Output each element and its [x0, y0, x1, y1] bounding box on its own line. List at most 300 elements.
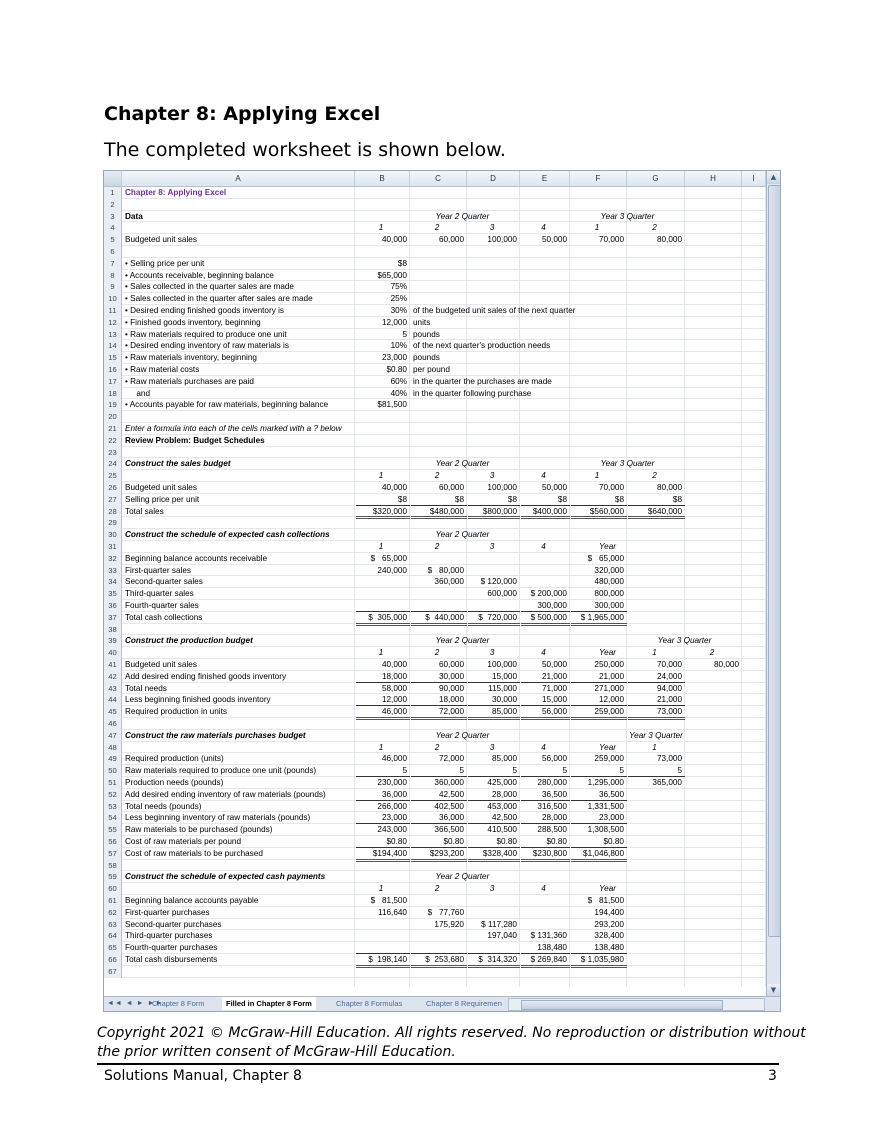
- cell-c56[interactable]: $0.80: [443, 837, 464, 846]
- cell-g40[interactable]: 1: [652, 648, 657, 658]
- cell-f51[interactable]: 1,295,000: [587, 778, 624, 787]
- column-header-h[interactable]: H: [685, 171, 742, 186]
- cell-c53[interactable]: 402,500: [434, 801, 464, 811]
- row-number[interactable]: 10: [104, 293, 122, 305]
- cell-e37[interactable]: $ 500,000: [530, 612, 567, 622]
- row-number[interactable]: 50: [104, 765, 122, 777]
- row-number[interactable]: 1: [104, 187, 122, 199]
- cell-e42[interactable]: 21,000: [541, 671, 567, 681]
- cell-e60[interactable]: 4: [541, 884, 546, 894]
- cell-d27[interactable]: $8: [507, 494, 517, 504]
- cell-g4[interactable]: 2: [652, 223, 657, 233]
- row-number[interactable]: 38: [104, 624, 122, 636]
- cell-e4[interactable]: 4: [541, 223, 546, 233]
- cell-e53[interactable]: 316,500: [537, 801, 567, 811]
- cell-f66[interactable]: $ 1,035,980: [580, 955, 624, 964]
- cell-b57[interactable]: $194,400: [372, 848, 407, 858]
- column-header-a[interactable]: A: [122, 171, 355, 186]
- row-number[interactable]: 64: [104, 930, 122, 942]
- cell-d55[interactable]: 410,500: [487, 825, 517, 835]
- cell-b10[interactable]: 25%: [390, 294, 407, 304]
- cell-f52[interactable]: 36,500: [598, 789, 624, 799]
- row-number[interactable]: 42: [104, 671, 122, 683]
- cell-a65-label[interactable]: Fourth-quarter purchases: [125, 943, 218, 953]
- cell-b49[interactable]: 46,000: [381, 754, 407, 764]
- cell-b62[interactable]: 116,640: [378, 907, 407, 917]
- cell-f40[interactable]: Year: [599, 648, 616, 658]
- cell-b40[interactable]: 1: [378, 648, 384, 658]
- cell-f25[interactable]: 1: [594, 471, 600, 481]
- cell-b19[interactable]: $81,500: [377, 400, 407, 410]
- cell-a54-label[interactable]: Less beginning inventory of raw materials (pounds): [125, 813, 311, 823]
- tab-filled-in-chapter-8-form[interactable]: Filled in Chapter 8 Form: [222, 997, 316, 1010]
- cell-a64-label[interactable]: Third-quarter purchases: [125, 931, 213, 941]
- row-number[interactable]: 30: [104, 529, 122, 541]
- cell-a39-label[interactable]: Construct the production budget: [125, 636, 253, 646]
- cell-a19-label[interactable]: • Accounts payable for raw materials, beginning balance: [125, 400, 329, 410]
- cell-b11[interactable]: 30%: [390, 306, 407, 315]
- row-number[interactable]: 18: [104, 388, 122, 400]
- cell-b37[interactable]: $ 305,000: [368, 612, 407, 622]
- cell-e64[interactable]: $ 131,360: [530, 931, 567, 941]
- cell-d60[interactable]: 3: [489, 884, 495, 894]
- row-number[interactable]: 46: [104, 718, 122, 730]
- cell-c62[interactable]: $ 77,760: [427, 907, 464, 917]
- cell-f32[interactable]: $ 65,000: [587, 553, 624, 563]
- cell-c25[interactable]: 2: [434, 471, 440, 481]
- cell-f54[interactable]: 23,000: [598, 813, 624, 823]
- row-number[interactable]: 15: [104, 352, 122, 364]
- cell-g50[interactable]: 5: [677, 766, 682, 776]
- row-number[interactable]: 29: [104, 517, 122, 529]
- cell-d49[interactable]: 85,000: [491, 754, 517, 764]
- row-number[interactable]: 33: [104, 565, 122, 577]
- row-number[interactable]: 12: [104, 317, 122, 329]
- cell-g27[interactable]: $8: [672, 494, 682, 504]
- cell-e45[interactable]: 56,000: [541, 707, 567, 717]
- cell-b41[interactable]: 40,000: [381, 660, 407, 669]
- cell-d51[interactable]: 425,000: [487, 778, 517, 787]
- row-number[interactable]: 6: [104, 246, 122, 258]
- cell-a59-label[interactable]: Construct the schedule of expected cash payments: [125, 872, 326, 882]
- row-number[interactable]: 62: [104, 907, 122, 919]
- cell-c44[interactable]: 18,000: [438, 695, 464, 705]
- cell-a33-label[interactable]: First-quarter sales: [125, 565, 191, 575]
- tab-chapter-8-formulas[interactable]: Chapter 8 Formulas: [336, 999, 403, 1008]
- column-header-i[interactable]: I: [742, 171, 766, 186]
- row-number[interactable]: 40: [104, 647, 122, 659]
- cell-a62-label[interactable]: First-quarter purchases: [125, 907, 210, 917]
- row-number[interactable]: 48: [104, 742, 122, 754]
- horizontal-scroll-thumb[interactable]: [521, 1000, 723, 1010]
- cell-e49[interactable]: 56,000: [541, 754, 567, 764]
- cell-b25[interactable]: 1: [378, 471, 384, 481]
- row-number[interactable]: 43: [104, 683, 122, 695]
- column-header-g[interactable]: G: [627, 171, 685, 186]
- cell-a21-label[interactable]: Enter a formula into each of the cells marked with a ? below: [125, 424, 342, 433]
- cell-a17-label[interactable]: • Raw materials purchases are paid: [125, 376, 254, 386]
- cell-g41[interactable]: 70,000: [656, 660, 682, 669]
- cell-b56[interactable]: $0.80: [386, 837, 407, 846]
- cell-d48[interactable]: 3: [489, 742, 495, 752]
- cell-b33[interactable]: 240,000: [377, 565, 407, 575]
- cell-c4[interactable]: 2: [434, 223, 440, 233]
- cell-b54[interactable]: 23,000: [381, 813, 407, 823]
- cell-g51[interactable]: 365,000: [652, 778, 682, 787]
- row-number[interactable]: 24: [104, 458, 122, 470]
- cell-a52-label[interactable]: Add desired ending inventory of raw materials (pounds): [125, 789, 326, 799]
- row-number[interactable]: 59: [104, 871, 122, 883]
- row-number[interactable]: 44: [104, 694, 122, 706]
- row-number[interactable]: 51: [104, 777, 122, 789]
- cell-b53[interactable]: 266,000: [377, 801, 407, 811]
- cell-e25[interactable]: 4: [541, 471, 546, 481]
- cell-a49-label[interactable]: Required production (units): [125, 754, 224, 764]
- row-number[interactable]: 61: [104, 895, 122, 907]
- cell-g49[interactable]: 73,000: [656, 754, 682, 764]
- cell-f44[interactable]: 12,000: [598, 695, 624, 705]
- row-number[interactable]: 14: [104, 340, 122, 352]
- cell-a55-label[interactable]: Raw materials to be purchased (pounds): [125, 825, 273, 835]
- cell-g48[interactable]: 1: [652, 742, 657, 752]
- cell-f27[interactable]: $8: [614, 494, 624, 504]
- row-number[interactable]: 32: [104, 553, 122, 565]
- cell-b44[interactable]: 12,000: [381, 695, 407, 705]
- select-all-corner[interactable]: [104, 171, 122, 186]
- cell-d4[interactable]: 3: [489, 223, 495, 233]
- cell-a35-label[interactable]: Third-quarter sales: [125, 589, 194, 599]
- row-number[interactable]: 65: [104, 942, 122, 954]
- column-header-d[interactable]: D: [467, 171, 520, 186]
- cell-b12[interactable]: 12,000: [381, 317, 407, 327]
- row-number[interactable]: 20: [104, 411, 122, 423]
- cell-d54[interactable]: 42,500: [491, 813, 517, 823]
- cell-a18-label[interactable]: and: [125, 388, 151, 398]
- cell-e48[interactable]: 4: [541, 742, 546, 752]
- cell-f65[interactable]: 138,480: [594, 943, 624, 953]
- cell-f28[interactable]: $560,000: [589, 506, 624, 516]
- cell-f56[interactable]: $0.80: [603, 837, 624, 846]
- cell-c27[interactable]: $8: [454, 494, 464, 504]
- row-number[interactable]: 41: [104, 659, 122, 671]
- horizontal-scrollbar[interactable]: [508, 998, 765, 1011]
- cell-g26[interactable]: 80,000: [656, 483, 682, 492]
- cell-e36[interactable]: 300,000: [537, 601, 567, 610]
- cell-b27[interactable]: $8: [397, 494, 407, 504]
- tab-chapter-8-requirements[interactable]: Chapter 8 Requiremen: [426, 999, 502, 1008]
- cell-a57-label[interactable]: Cost of raw materials to be purchased: [125, 848, 263, 858]
- cell-f57[interactable]: $1,046,800: [583, 848, 624, 858]
- cell-a7-label[interactable]: • Selling price per unit: [125, 258, 205, 268]
- row-number[interactable]: 22: [104, 435, 122, 447]
- cell-d31[interactable]: 3: [489, 542, 495, 551]
- row-number[interactable]: 31: [104, 541, 122, 553]
- cell-c26[interactable]: 60,000: [438, 483, 464, 492]
- cell-f31[interactable]: Year: [599, 542, 616, 551]
- vertical-scrollbar[interactable]: [766, 171, 780, 997]
- row-number[interactable]: 66: [104, 954, 122, 966]
- cell-a66-label[interactable]: Total cash disbursements: [125, 955, 218, 964]
- cell-e27[interactable]: $8: [557, 494, 567, 504]
- cell-d63[interactable]: $ 117,280: [481, 919, 517, 929]
- cell-b50[interactable]: 5: [402, 766, 407, 776]
- cell-a36-label[interactable]: Fourth-quarter sales: [125, 601, 199, 610]
- cell-f50[interactable]: 5: [619, 766, 624, 776]
- cell-f55[interactable]: 1,308,500: [587, 825, 624, 835]
- cell-a56-label[interactable]: Cost of raw materials per pound: [125, 837, 242, 846]
- cell-a47-label[interactable]: Construct the raw materials purchases budget: [125, 730, 306, 740]
- row-number[interactable]: 55: [104, 824, 122, 836]
- cell-c55[interactable]: 366,500: [434, 825, 464, 835]
- cell-f34[interactable]: 480,000: [594, 577, 624, 587]
- cell-f43[interactable]: 271,000: [594, 683, 624, 693]
- cell-d66[interactable]: $ 314,320: [478, 955, 517, 964]
- cell-c52[interactable]: 42,500: [438, 789, 464, 799]
- cell-a1-label[interactable]: Chapter 8: Applying Excel: [125, 188, 227, 197]
- cell-d64[interactable]: 197,040: [487, 931, 517, 941]
- cell-d53[interactable]: 453,000: [487, 801, 517, 811]
- cell-a63-label[interactable]: Second-quarter purchases: [125, 919, 222, 929]
- cell-g44[interactable]: 21,000: [656, 695, 682, 705]
- row-number[interactable]: 28: [104, 506, 122, 518]
- cell-a8-label[interactable]: • Accounts receivable, beginning balance: [125, 270, 274, 280]
- cell-c42[interactable]: 30,000: [438, 671, 464, 681]
- cell-a51-label[interactable]: Production needs (pounds): [125, 778, 224, 787]
- row-number[interactable]: 49: [104, 753, 122, 765]
- cell-e56[interactable]: $0.80: [546, 837, 567, 846]
- cell-d43[interactable]: 115,000: [488, 683, 517, 693]
- cell-c41[interactable]: 60,000: [438, 660, 464, 669]
- row-number[interactable]: 47: [104, 730, 122, 742]
- cell-b5[interactable]: 40,000: [381, 235, 407, 245]
- cell-b14[interactable]: 10%: [390, 341, 407, 351]
- tab-chapter-8-form[interactable]: Chapter 8 Form: [152, 999, 205, 1008]
- row-number[interactable]: 4: [104, 222, 122, 234]
- cell-g25[interactable]: 2: [652, 471, 657, 481]
- cell-f35[interactable]: 800,000: [594, 589, 624, 599]
- cell-a34-label[interactable]: Second-quarter sales: [125, 577, 203, 587]
- cell-g43[interactable]: 94,000: [656, 683, 682, 693]
- cell-b31[interactable]: 1: [378, 542, 384, 551]
- cell-b8[interactable]: $65,000: [377, 270, 407, 280]
- row-number[interactable]: 37: [104, 612, 122, 624]
- row-number[interactable]: 60: [104, 883, 122, 895]
- cell-f61[interactable]: $ 81,500: [587, 896, 624, 905]
- cell-b28[interactable]: $320,000: [372, 506, 407, 516]
- row-number[interactable]: 17: [104, 376, 122, 388]
- cell-e57[interactable]: $230,800: [532, 848, 567, 858]
- cell-f45[interactable]: 259,000: [594, 707, 624, 717]
- cell-e66[interactable]: $ 269,840: [530, 955, 567, 964]
- cell-a15-label[interactable]: • Raw materials inventory, beginning: [125, 353, 257, 363]
- cell-f60[interactable]: Year: [599, 884, 616, 894]
- row-number[interactable]: 63: [104, 919, 122, 931]
- cell-b55[interactable]: 243,000: [377, 825, 407, 835]
- cell-f5[interactable]: 70,000: [598, 235, 624, 245]
- cell-c33[interactable]: $ 80,000: [427, 565, 464, 575]
- row-number[interactable]: 27: [104, 494, 122, 506]
- cell-d56[interactable]: $0.80: [496, 837, 517, 846]
- cell-e35[interactable]: $ 200,000: [530, 589, 567, 599]
- cell-d42[interactable]: 15,000: [491, 671, 517, 681]
- cell-b43[interactable]: 58,000: [381, 683, 407, 693]
- cell-a37-label[interactable]: Total cash collections: [125, 612, 203, 622]
- cell-a13-label[interactable]: • Raw materials required to produce one unit: [125, 329, 287, 339]
- cell-f41[interactable]: 250,000: [594, 660, 624, 669]
- cell-c40[interactable]: 2: [434, 648, 440, 658]
- cell-c54[interactable]: 36,000: [438, 813, 464, 823]
- cell-b18[interactable]: 40%: [390, 388, 407, 398]
- cell-f63[interactable]: 293,200: [594, 919, 624, 929]
- cell-c43[interactable]: 90,000: [438, 683, 464, 693]
- cell-h41[interactable]: 80,000: [713, 660, 739, 669]
- cell-b66[interactable]: $ 198,140: [368, 955, 407, 964]
- cell-e5[interactable]: 50,000: [541, 235, 567, 245]
- cell-c37[interactable]: $ 440,000: [425, 612, 464, 622]
- cell-f42[interactable]: 21,000: [598, 671, 624, 681]
- cell-a22-label[interactable]: Review Problem: Budget Schedules: [125, 435, 265, 445]
- cell-b45[interactable]: 46,000: [381, 707, 407, 717]
- cell-a44-label[interactable]: Less beginning finished goods inventory: [125, 695, 271, 705]
- cell-b7[interactable]: $8: [397, 258, 407, 268]
- cell-f36[interactable]: 300,000: [594, 601, 624, 610]
- vertical-scroll-thumb[interactable]: [768, 185, 781, 937]
- row-number[interactable]: 52: [104, 789, 122, 801]
- row-number[interactable]: 21: [104, 423, 122, 435]
- cell-a32-label[interactable]: Beginning balance accounts receivable: [125, 553, 268, 563]
- cell-e44[interactable]: 15,000: [541, 695, 567, 705]
- row-number[interactable]: 5: [104, 234, 122, 246]
- cell-c49[interactable]: 72,000: [438, 754, 464, 764]
- cell-d45[interactable]: 85,000: [491, 707, 517, 717]
- cell-c28[interactable]: $480,000: [429, 506, 464, 516]
- cell-a11-label[interactable]: • Desired ending finished goods inventory is: [125, 306, 284, 315]
- scroll-down-arrow-icon[interactable]: ▼: [767, 984, 780, 997]
- cell-d26[interactable]: 100,000: [487, 483, 517, 492]
- cell-b9[interactable]: 75%: [390, 282, 407, 292]
- cell-f53[interactable]: 1,331,500: [587, 801, 624, 811]
- row-number[interactable]: 58: [104, 860, 122, 872]
- cell-e31[interactable]: 4: [541, 542, 546, 551]
- scroll-up-arrow-icon[interactable]: ▲: [767, 171, 780, 184]
- cell-b48[interactable]: 1: [378, 742, 384, 752]
- sheet-nav-arrows-icon[interactable]: ◄◄ ◄ ► ►►: [107, 1000, 164, 1007]
- row-number[interactable]: 26: [104, 482, 122, 494]
- cell-d35[interactable]: 600,000: [487, 589, 517, 599]
- cell-f33[interactable]: 320,000: [594, 565, 624, 575]
- cell-h40[interactable]: 2: [709, 648, 715, 658]
- cell-a43-label[interactable]: Total needs: [125, 683, 167, 693]
- cell-g45[interactable]: 73,000: [656, 707, 682, 717]
- cell-e50[interactable]: 5: [562, 766, 567, 776]
- cell-c60[interactable]: 2: [434, 884, 440, 894]
- cell-f64[interactable]: 328,400: [594, 931, 624, 941]
- cell-a26-label[interactable]: Budgeted unit sales: [125, 483, 197, 492]
- cell-a16-label[interactable]: • Raw material costs: [125, 365, 200, 374]
- cell-a24-label[interactable]: Construct the sales budget: [125, 459, 231, 469]
- cell-b4[interactable]: 1: [378, 223, 384, 233]
- column-header-b[interactable]: B: [355, 171, 410, 186]
- cell-a14-label[interactable]: • Desired ending inventory of raw materials is: [125, 341, 289, 351]
- row-number[interactable]: 8: [104, 270, 122, 282]
- row-number[interactable]: 34: [104, 576, 122, 588]
- cell-b60[interactable]: 1: [378, 884, 384, 894]
- cell-b16[interactable]: $0.80: [386, 365, 407, 374]
- cell-c34[interactable]: 360,000: [434, 577, 464, 587]
- cell-g5[interactable]: 80,000: [656, 235, 682, 245]
- cell-a41-label[interactable]: Budgeted unit sales: [125, 660, 197, 669]
- cell-c48[interactable]: 2: [434, 742, 440, 752]
- row-number[interactable]: 57: [104, 848, 122, 860]
- cell-a45-label[interactable]: Required production in units: [125, 707, 227, 717]
- cell-e40[interactable]: 4: [541, 648, 546, 658]
- cell-d44[interactable]: 30,000: [491, 695, 517, 705]
- cell-a50-label[interactable]: Raw materials required to produce one unit (pounds): [125, 766, 317, 776]
- cell-b17[interactable]: 60%: [390, 376, 407, 386]
- cell-a30-label[interactable]: Construct the schedule of expected cash collections: [125, 530, 330, 540]
- cell-d37[interactable]: $ 720,000: [478, 612, 517, 622]
- cell-e54[interactable]: 28,000: [541, 813, 567, 823]
- cell-a12-label[interactable]: • Finished goods inventory, beginning: [125, 317, 261, 327]
- cell-b32[interactable]: $ 65,000: [370, 553, 407, 563]
- cell-c45[interactable]: 72,000: [438, 707, 464, 717]
- row-number[interactable]: 67: [104, 966, 122, 978]
- cell-e65[interactable]: 138,480: [537, 943, 567, 953]
- cell-f37[interactable]: $ 1,965,000: [580, 612, 624, 622]
- row-number[interactable]: 19: [104, 399, 122, 411]
- cell-f4[interactable]: 1: [594, 223, 600, 233]
- row-number[interactable]: 36: [104, 600, 122, 612]
- cell-b15[interactable]: 23,000: [381, 353, 407, 363]
- cell-a27-label[interactable]: Selling price per unit: [125, 494, 200, 504]
- cell-f48[interactable]: Year: [599, 742, 616, 752]
- cell-d41[interactable]: 100,000: [487, 660, 517, 669]
- cell-d40[interactable]: 3: [489, 648, 495, 658]
- cell-c51[interactable]: 360,000: [434, 778, 464, 787]
- row-number[interactable]: 11: [104, 305, 122, 317]
- cell-a53-label[interactable]: Total needs (pounds): [125, 801, 202, 811]
- cell-d34[interactable]: $ 120,000: [480, 577, 517, 587]
- column-header-c[interactable]: C: [410, 171, 467, 186]
- cell-g42[interactable]: 24,000: [656, 671, 682, 681]
- row-number[interactable]: 23: [104, 447, 122, 459]
- cell-f49[interactable]: 259,000: [594, 754, 624, 764]
- row-number[interactable]: 53: [104, 801, 122, 813]
- column-header-e[interactable]: E: [520, 171, 570, 186]
- cell-e41[interactable]: 50,000: [541, 660, 567, 669]
- cell-d28[interactable]: $800,000: [482, 506, 517, 516]
- cell-f62[interactable]: 194,400: [594, 907, 624, 917]
- row-number[interactable]: 45: [104, 706, 122, 718]
- row-number[interactable]: 2: [104, 199, 122, 211]
- cell-b61[interactable]: $ 81,500: [370, 896, 407, 905]
- cell-b42[interactable]: 18,000: [381, 671, 407, 681]
- cell-c66[interactable]: $ 253,680: [425, 955, 464, 964]
- cell-c5[interactable]: 60,000: [438, 235, 464, 245]
- row-number[interactable]: 3: [104, 211, 122, 223]
- row-number[interactable]: 54: [104, 812, 122, 824]
- cell-c50[interactable]: 5: [459, 766, 464, 776]
- cell-d5[interactable]: 100,000: [487, 235, 517, 245]
- cell-d25[interactable]: 3: [489, 471, 495, 481]
- cell-e52[interactable]: 36,500: [541, 789, 567, 799]
- cell-d52[interactable]: 28,000: [491, 789, 517, 799]
- cell-b51[interactable]: 230,000: [377, 778, 407, 787]
- row-number[interactable]: 7: [104, 258, 122, 270]
- row-number[interactable]: 13: [104, 329, 122, 341]
- cell-b52[interactable]: 36,000: [381, 789, 407, 799]
- cell-b13[interactable]: 5: [402, 329, 407, 339]
